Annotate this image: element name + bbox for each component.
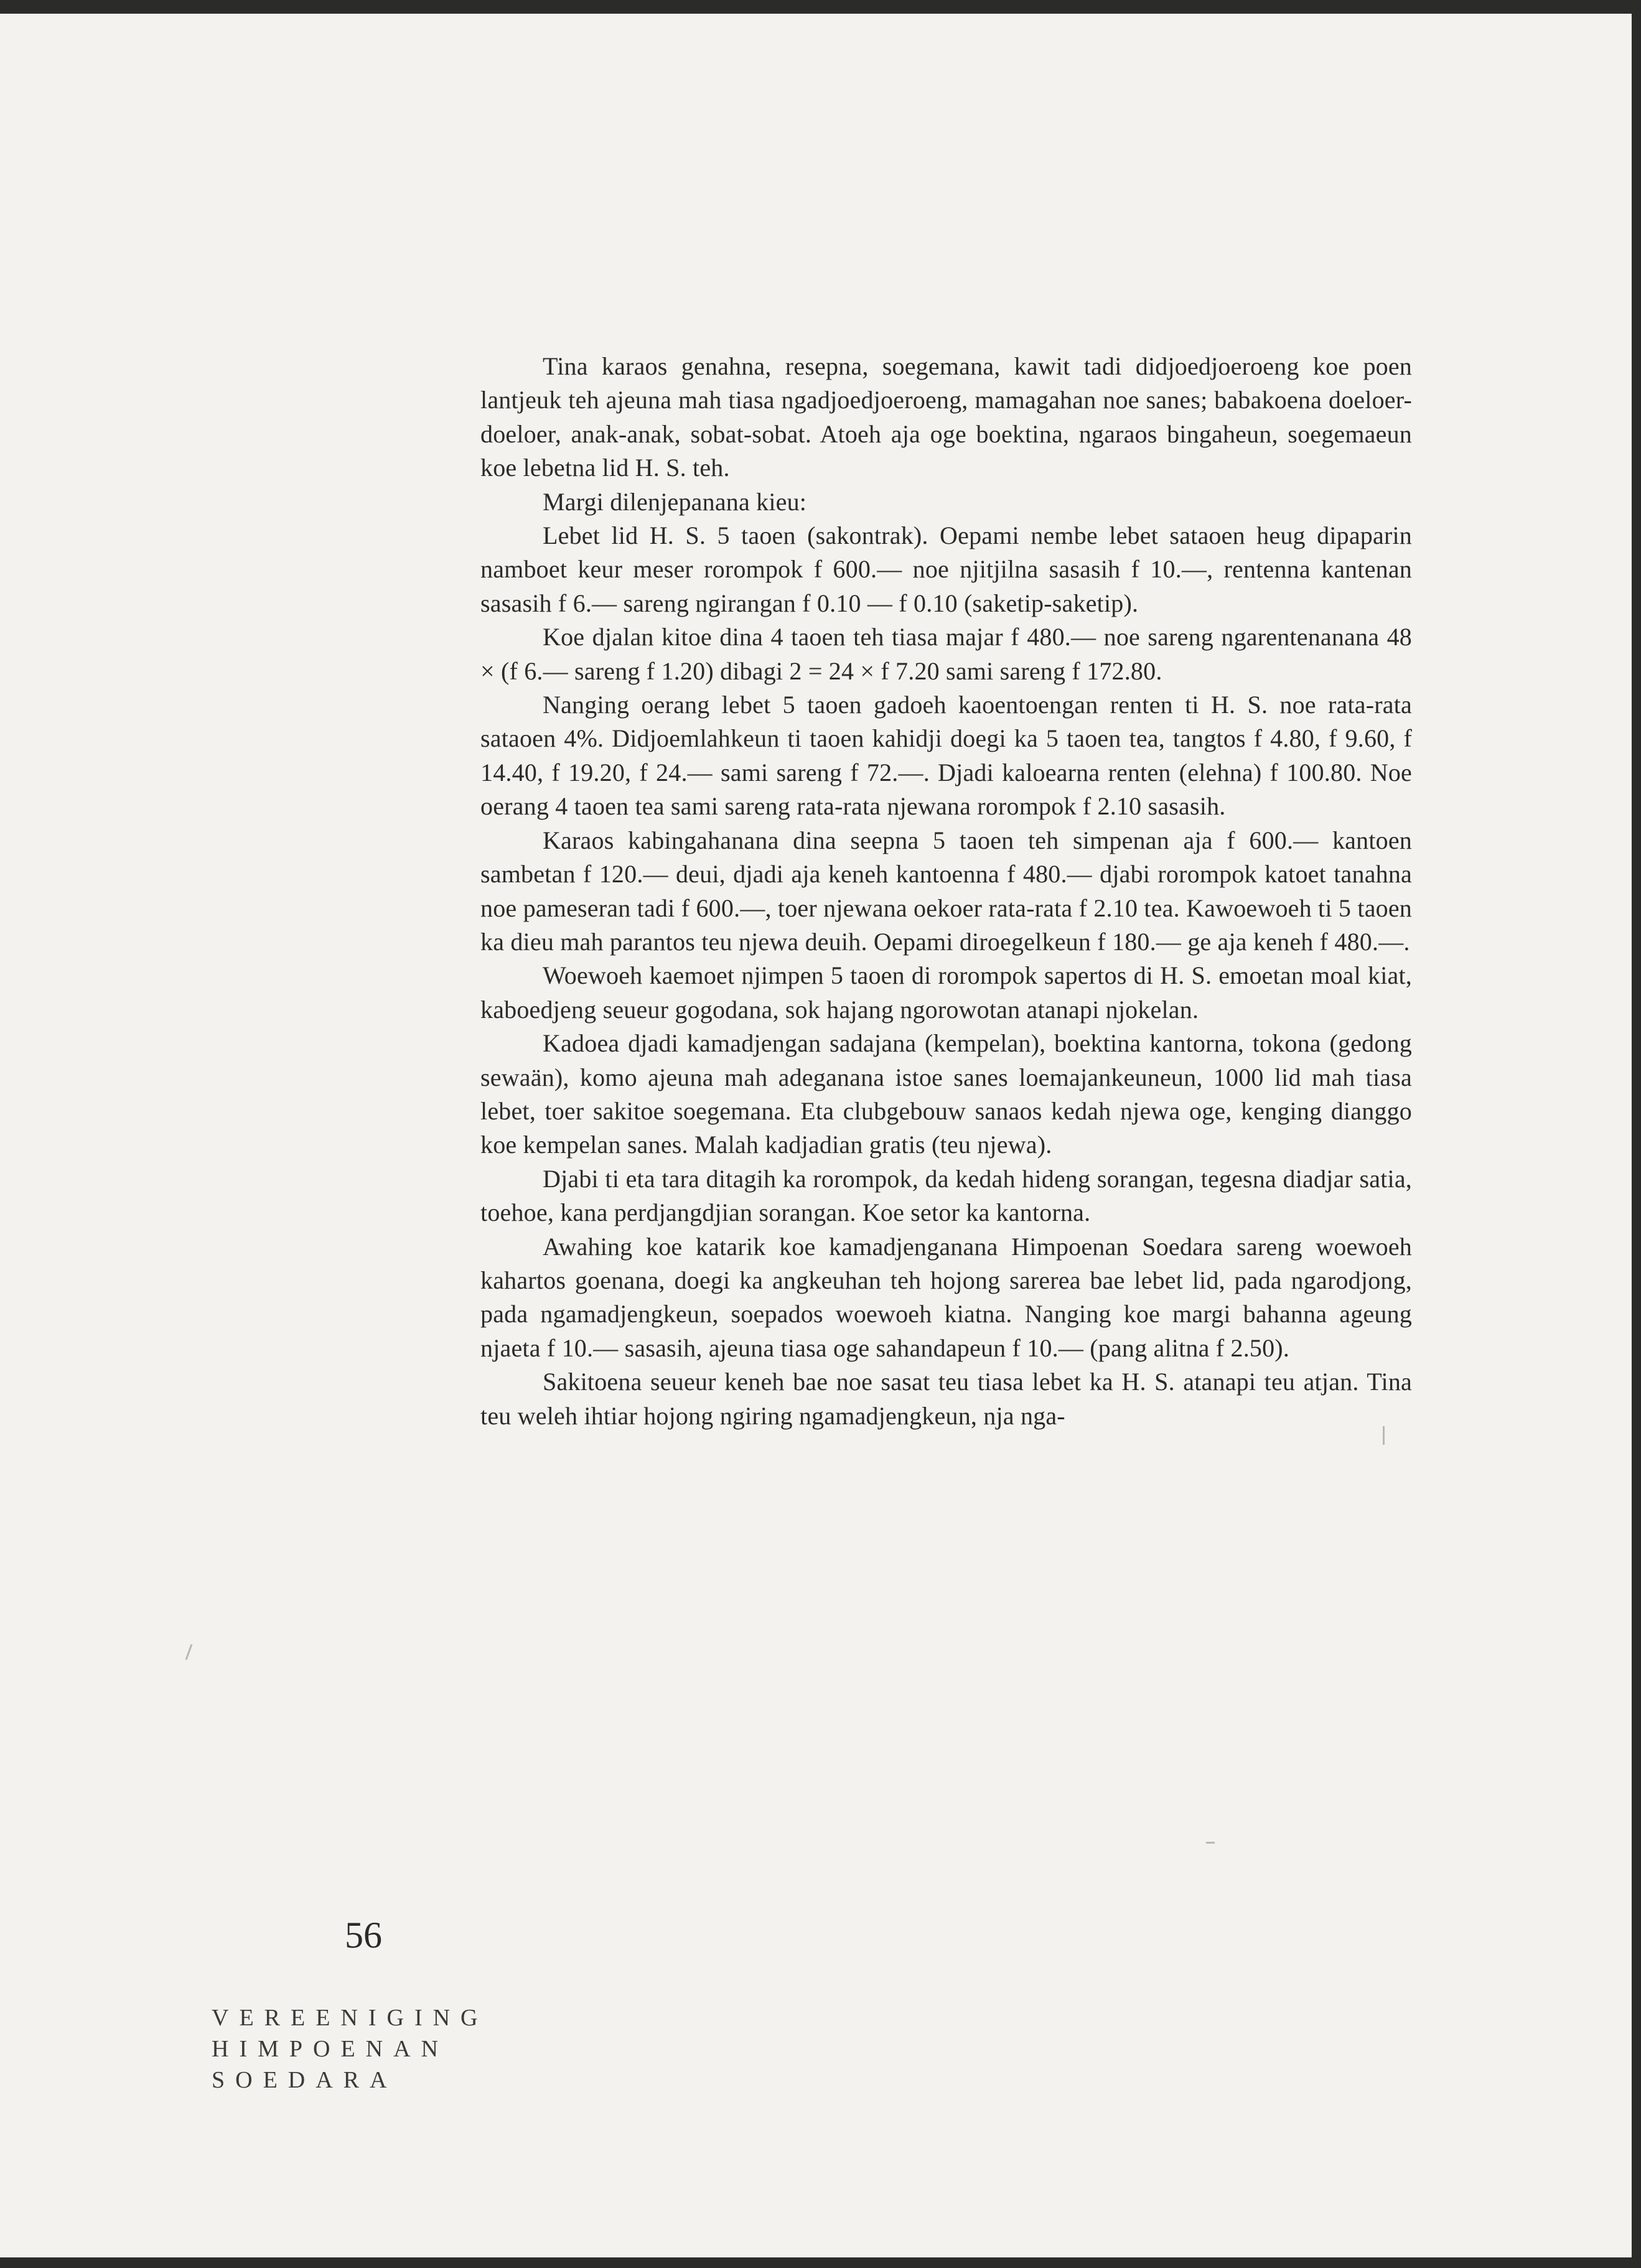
scan-border-right (1632, 0, 1641, 2268)
scan-speck (185, 1644, 193, 1659)
paragraph: Kadoea djadi kamadjengan sadajana (kempelan), boektina kantorna, tokona (gedong sewaän), komo ajeuna mah adeganana istoe sanes loemajankeuneun, 1000 lid mah tiasa lebet, toer sakitoe soegemana. Eta clubgebouw sanaos kedah njewa oge, kenging dianggo koe kempelan sanes. Malah kadjadian gratis (teu njewa). (480, 1029, 1412, 1159)
body-text (480, 350, 1412, 1433)
imprint-line: SOEDARA (212, 2067, 398, 2093)
paragraph: Lebet lid H. S. 5 taoen (sakontrak). Oepami nembe lebet sataoen heug dipaparin namboet keur meser rorompok f 600.— noe njitjilna sasasih f 10.—, rentenna kantenan sasasih f 6.— sareng ngirangan f 0.10 — f 0.10 (saketip-saketip). (480, 521, 1412, 617)
scan-border-top (0, 0, 1641, 14)
paragraph: Djabi ti eta tara ditagih ka rorompok, da kedah hideng sorangan, tegesna diadjar satia, toehoe, kana perdjangdjian sorangan. Koe setor ka kantorna. (480, 1164, 1412, 1227)
paragraph: Tina karaos genahna, resepna, soegemana, kawit tadi didjoedjoeroeng koe poen lantjeuk teh ajeuna mah tiasa ngadjoedjoeroeng, mamagahan noe sanes; babakoena doeloer-doeloer, anak-anak, sobat-sobat. Atoeh aja oge boektina, ngaraos bingaheun, soegemaeun koe lebetna lid H. S. teh. (480, 352, 1412, 482)
page-number: 56 (345, 1915, 382, 1956)
paragraph: Margi dilenjepanana kieu: (543, 487, 807, 516)
paragraph: Sakitoena seueur keneh bae noe sasat teu tiasa lebet ka H. S. atanapi teu atjan. Tina teu weleh ihtiar hojong ngiring ngamadjengkeun, nja nga- (480, 1368, 1412, 1430)
imprint-line: VEREENIGING (212, 2005, 489, 2031)
imprint-line: HIMPOENAN (212, 2036, 449, 2062)
paragraph: Karaos kabingahanana dina seepna 5 taoen teh simpenan aja f 600.— kantoen sambetan f 120.— deui, djadi aja keneh kantoenna f 480.— djabi rorompok katoet tanahna noe pameseran tadi f 600.—, toer njewana oekoer rata-rata f 2.10 tea. Kawoewoeh ti 5 taoen ka dieu mah parantos teu njewa deuih. Oepami diroegelkeun f 180.— ge aja keneh f 480.—. (480, 826, 1412, 956)
publisher-imprint (212, 2002, 489, 2096)
paragraph: Koe djalan kitoe dina 4 taoen teh tiasa majar f 480.— noe sareng ngarentenanana 48 × (f 6.— sareng f 1.20) dibagi 2 = 24 × f 7.20 sami sareng f 172.80. (480, 623, 1412, 685)
scan-speck (1206, 1842, 1215, 1844)
scan-border-bottom (0, 2257, 1641, 2268)
paragraph: Woewoeh kaemoet njimpen 5 taoen di rorompok sapertos di H. S. emoetan moal kiat, kaboedjeng seueur gogodana, sok hajang ngorowotan atanapi njokelan. (480, 961, 1412, 1024)
paragraph: Nanging oerang lebet 5 taoen gadoeh kaoentoengan renten ti H. S. noe rata-rata sataoen 4%. Didjoemlahkeun ti taoen kahidji doegi ka 5 taoen tea, tangtos f 4.80, f 9.60, f 14.40, f 19.20, f 24.— sami sareng f 72.—. Djadi kaloearna renten (elehna) f 100.80. Noe oerang 4 taoen tea sami sareng rata-rata njewana rorompok f 2.10 sasasih. (480, 691, 1412, 821)
paragraph: Awahing koe katarik koe kamadjenganana Himpoenan Soedara sareng woewoeh kahartos goenana, doegi ka angkeuhan teh hojong sarerea bae lebet lid, pada ngarodjong, pada ngamadjengkeun, soepados woewoeh kiatna. Nanging koe margi bahanna ageung njaeta f 10.— sasasih, ajeuna tiasa oge sahandapeun f 10.— (pang alitna f 2.50). (480, 1232, 1412, 1362)
